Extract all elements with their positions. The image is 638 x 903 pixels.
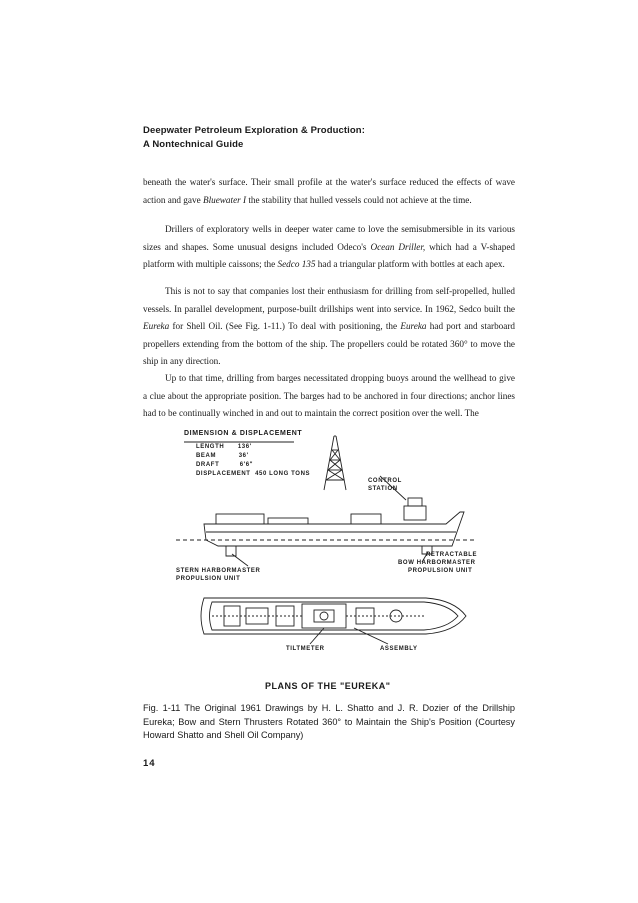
paragraph-4: Up to that time, drilling from barges necessitated dropping buoys around the wellhead to give a clue about the appropriate position. The barges had to be anchored in four directions; anchor lines had to be continually winched in and out to maintain the correct position over the well. The (143, 373, 515, 418)
control-station-label-2: STATION (368, 486, 398, 492)
paragraph-1: beneath the water's surface. Their small profile at the water's surface reduced the effects of wave action and gave Bluewater I the stability that hulled vessels could not achieve at the time. (143, 177, 515, 205)
figure-plans-title: PLANS OF THE "EUREKA" (265, 681, 391, 691)
running-header (143, 124, 365, 152)
draft-label: DRAFT 6'6" (196, 462, 254, 468)
beam-label: BEAM 36' (196, 453, 249, 459)
eureka-drawing-figure (176, 428, 476, 658)
paragraph-3: This is not to say that companies lost their enthusiasm for drilling from self-propelled, hulled vessels. In parallel development, purpose-built drillships went into service. In 1962, Sedco built the Eureka for Shell Oil. (See Fig. 1-11.) To deal with positioning, the Eureka had port and starboard propellers extending from the bottom of the ship. The propellers could be rotated 360° to move the ship in any direction. (143, 286, 515, 366)
length-label: LENGTH 136' (196, 444, 252, 450)
header-subtitle: A Nontechnical Guide (143, 139, 244, 150)
tiltmeter-label: TILTMETER (286, 646, 325, 652)
bow-thruster-label-2: BOW HARBORMASTER (398, 560, 476, 566)
stern-thruster-label-2: PROPULSION UNIT (176, 576, 241, 582)
figure-caption: Fig. 1-11 The Original 1961 Drawings by H. L. Shatto and J. R. Dozier of the Drillship Eureka; Bow and Stern Thrusters Rotated 360° to Maintain the Ship's Position (Courtesy Howard Shatto and Shell Oil Company) (143, 703, 515, 740)
control-station-label-1: CONTROL (368, 478, 402, 484)
assembly-label: ASSEMBLY (380, 646, 418, 652)
displacement-label: DISPLACEMENT 450 LONG TONS (196, 471, 311, 477)
bow-thruster-label-1: RETRACTABLE (426, 552, 478, 558)
header-title: Deepwater Petroleum Exploration & Production: (143, 125, 365, 136)
dimension-title: DIMENSION & DISPLACEMENT (184, 430, 303, 437)
stern-thruster-label-1: STERN HARBORMASTER (176, 568, 261, 574)
paragraph-2: Drillers of exploratory wells in deeper water came to love the semisubmersible in its various sizes and shapes. Some unusual designs included Odeco's Ocean Driller, which had a V-shaped platform with multiple caissons; the Sedco 135 had a triangular platform with bottles at each apex. (143, 224, 515, 269)
bow-thruster-label-3: PROPULSION UNIT (408, 568, 473, 574)
page-number: 14 (143, 758, 156, 769)
